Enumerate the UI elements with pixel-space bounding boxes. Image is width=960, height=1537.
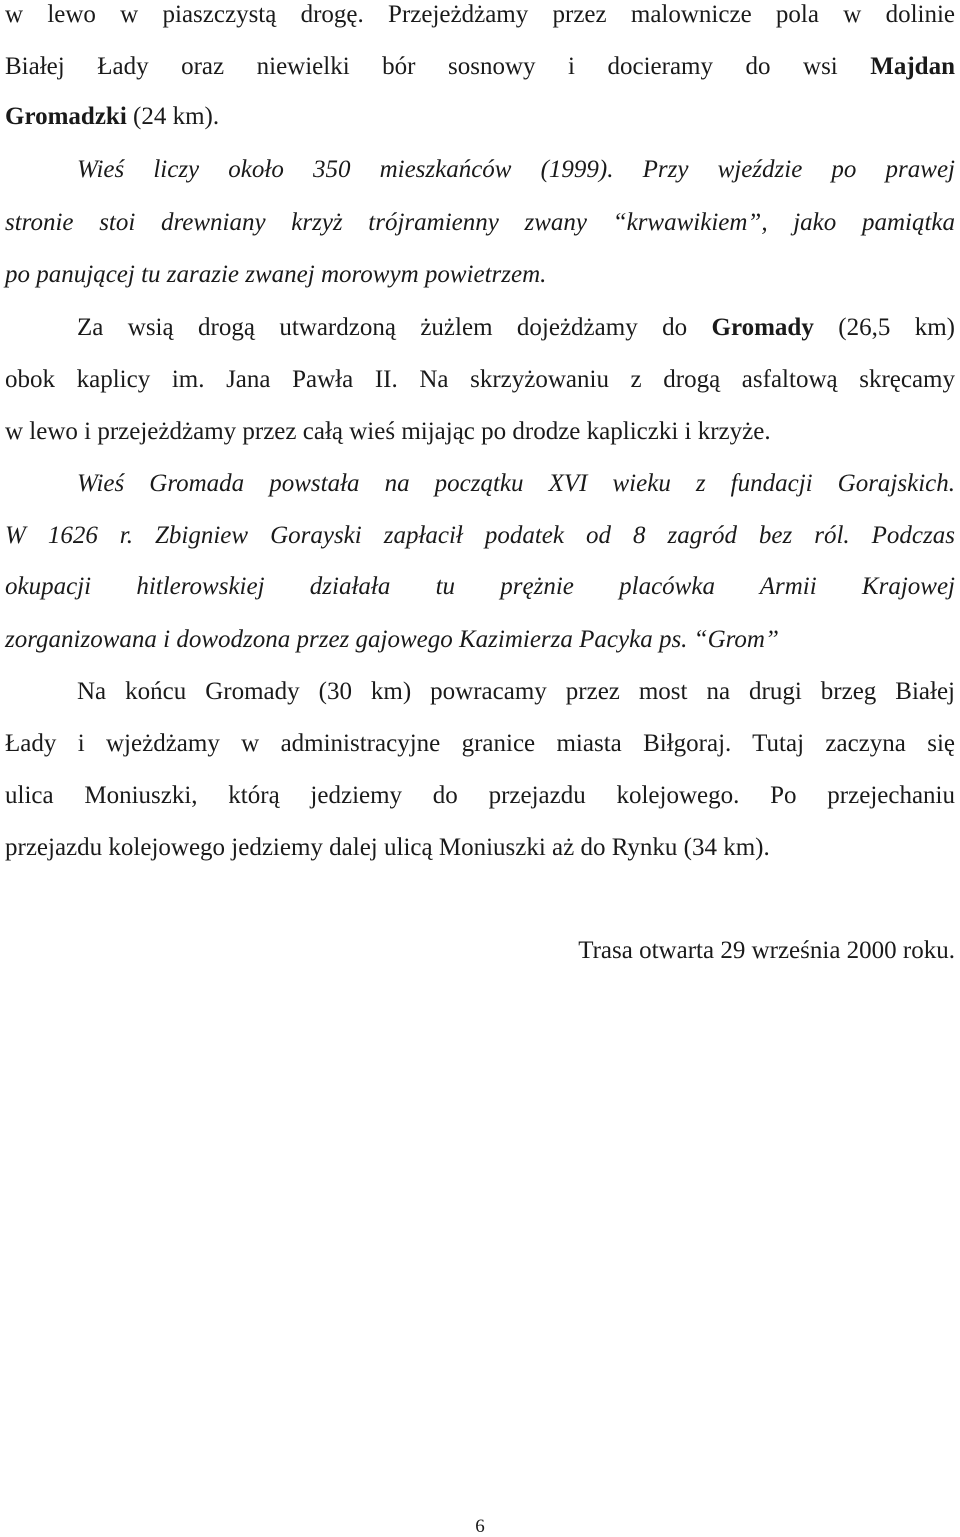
text-run: stronie stoi drewniany krzyż trójramienny zwany “krwawikiem”, jako pamiątka — [5, 209, 955, 236]
text-line — [5, 729, 955, 759]
page-number: 6 — [475, 1516, 485, 1537]
text-line — [5, 365, 955, 395]
closing-note — [5, 936, 955, 966]
text-run: obok kaplicy im. Jana Pawła II. Na skrzyżowaniu z drogą asfaltową skręcamy — [5, 366, 955, 393]
text-run: Wieś liczy około 350 mieszkańców (1999). Przy wjeździe po prawej — [77, 156, 955, 183]
text-run: (26,5 km) — [813, 314, 955, 341]
text-run: przejazdu kolejowego jedziemy dalej ulicą Moniuszki aż do Rynku (34 km). — [5, 834, 770, 861]
closing-text: Trasa otwarta 29 września 2000 roku. — [578, 937, 955, 964]
text-line — [5, 155, 955, 185]
text-run: Za wsią drogą utwardzoną żużlem dojeżdżamy do — [77, 314, 712, 341]
text-line — [5, 208, 955, 238]
text-run: ulica Moniuszki, którą jedziemy do przejazdu kolejowego. Po przejechaniu — [5, 782, 955, 809]
text-run: po panującej tu zarazie zwanej morowym powietrzem. — [5, 261, 547, 288]
text-line — [5, 677, 955, 707]
text-line — [5, 260, 955, 290]
text-run: (24 km). — [126, 103, 220, 130]
place-name: Gromady — [711, 314, 814, 341]
text-line — [5, 102, 955, 132]
text-line — [5, 521, 955, 551]
text-line — [5, 52, 955, 82]
text-run: zorganizowana i dowodzona przez gajowego Kazimierza Pacyka ps. “Grom” — [5, 626, 779, 653]
text-line — [5, 313, 955, 343]
text-line — [5, 572, 955, 602]
text-line — [5, 781, 955, 811]
text-line — [5, 833, 955, 863]
place-name: Gromadzki — [5, 103, 127, 130]
text-line — [5, 0, 955, 30]
text-run: W 1626 r. Zbigniew Gorayski zapłacił podatek od 8 zagród bez ról. Podczas — [5, 522, 955, 549]
text-run: okupacji hitlerowskiej działała tu prężnie placówka Armii Krajowej — [5, 573, 955, 600]
text-run: Na końcu Gromady (30 km) powracamy przez most na drugi brzeg Białej — [77, 678, 955, 705]
text-run: w lewo i przejeżdżamy przez całą wieś mijając po drodze kapliczki i krzyże. — [5, 418, 771, 445]
text-run: Białej Łady oraz niewielki bór sosnowy i docieramy do wsi — [5, 53, 871, 80]
text-line — [5, 625, 955, 655]
text-line — [5, 417, 955, 447]
text-run: Wieś Gromada powstała na początku XVI wieku z fundacji Gorajskich. — [77, 470, 955, 497]
place-name: Majdan — [870, 53, 955, 80]
text-line — [5, 469, 955, 499]
text-run: w lewo w piaszczystą drogę. Przejeżdżamy przez malownicze pola w dolinie — [5, 1, 955, 28]
text-run: Łady i wjeżdżamy w administracyjne granice miasta Biłgoraj. Tutaj zaczyna się — [5, 730, 955, 757]
